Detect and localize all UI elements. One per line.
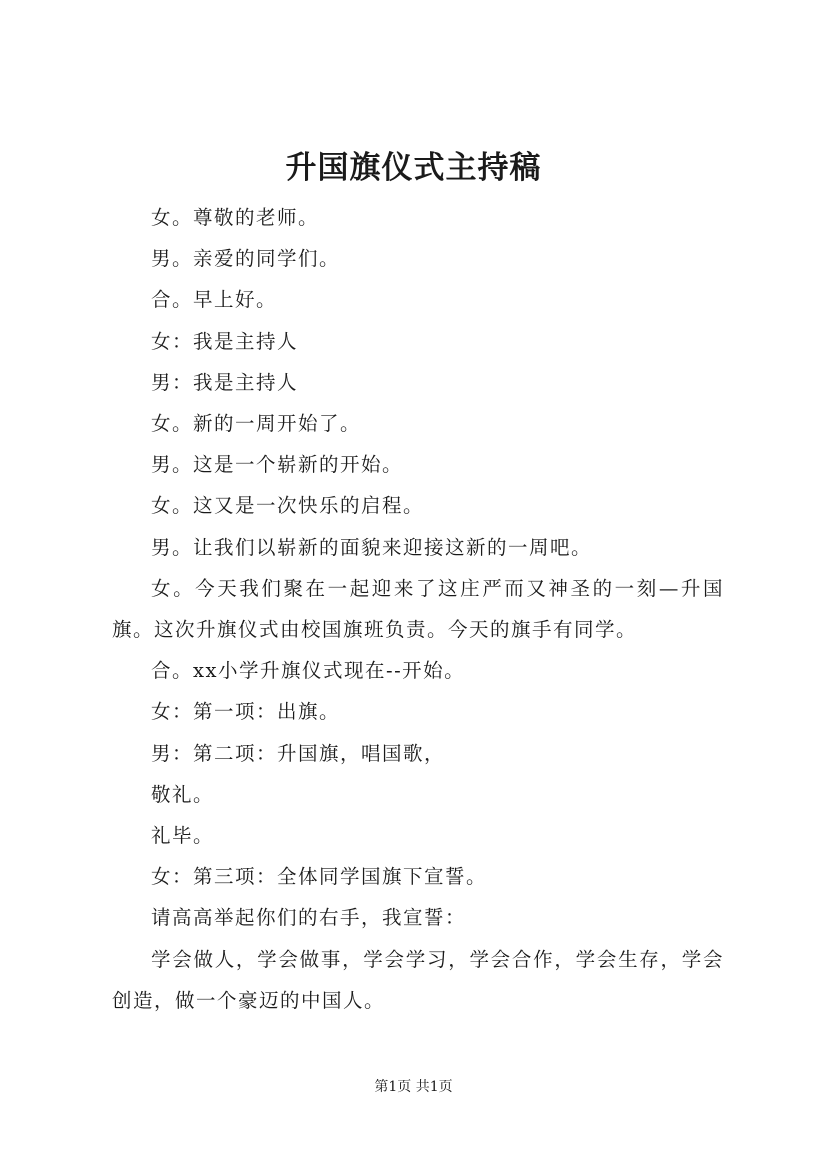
paragraph: 女。尊敬的老师。	[151, 206, 320, 229]
paragraph: 男：第二项：升国旗，唱国歌，	[151, 741, 446, 765]
paragraph: 男。让我们以崭新的面貌来迎接这新的一周吧。	[151, 535, 593, 559]
paragraph: 女。这又是一次快乐的启程。	[151, 494, 425, 518]
paragraph: 合。xx小学升旗仪式现在--开始。	[151, 659, 466, 683]
document-body	[112, 197, 724, 1021]
paragraph: 女：第三项：全体同学国旗下宣誓。	[151, 865, 488, 889]
document-title: 升国旗仪式主持稿	[285, 150, 542, 186]
paragraph: 学会做人，学会做事，学会学习，学会合作，学会生存，学会创造，做一个豪迈的中国人。	[112, 947, 724, 1012]
paragraph: 请高高举起你们的右手，我宣誓：	[151, 906, 467, 930]
paragraph: 男。这是一个崭新的开始。	[151, 453, 404, 477]
paragraph: 男。亲爱的同学们。	[151, 247, 341, 271]
paragraph: 女：第一项：出旗。	[151, 700, 341, 724]
paragraph: 女。新的一周开始了。	[151, 412, 362, 436]
page-number-footer: 第1页 共1页	[374, 1079, 453, 1095]
paragraph: 敬礼。	[151, 782, 215, 806]
paragraph: 合。早上好。	[151, 288, 278, 312]
paragraph: 礼毕。	[151, 824, 215, 848]
paragraph: 女：我是主持人	[151, 329, 299, 353]
paragraph: 女。今天我们聚在一起迎来了这庄严而又神圣的一刻—升国旗。这次升旗仪式由校国旗班负责。今天的旗手有同学。	[112, 576, 724, 642]
paragraph: 男：我是主持人	[151, 370, 299, 394]
